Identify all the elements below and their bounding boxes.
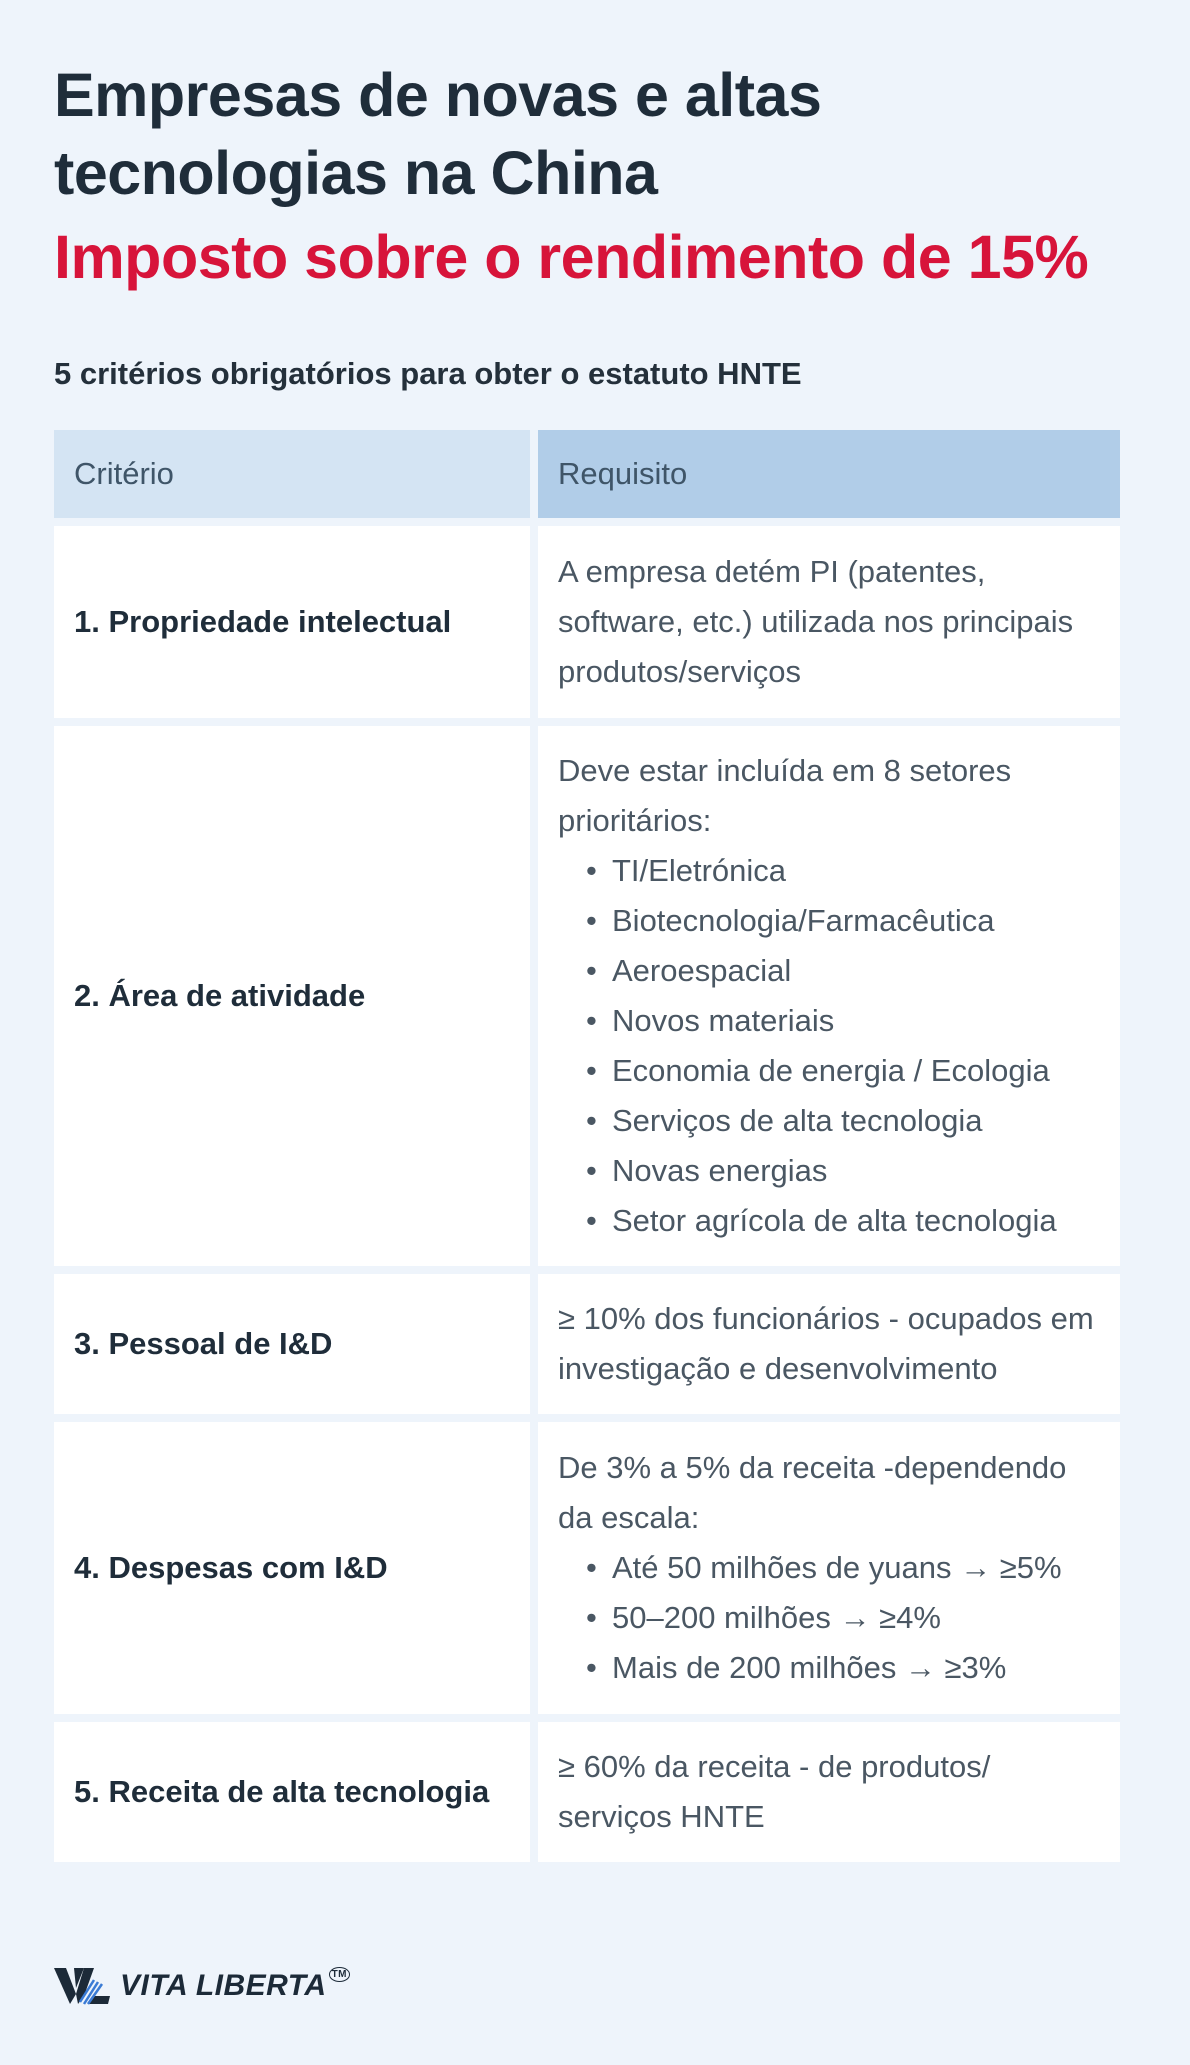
table-row xyxy=(54,1722,1120,1862)
criterion-cell: 3. Pessoal de I&D xyxy=(54,1274,530,1414)
criterion-cell: 1. Propriedade intelectual xyxy=(54,526,530,718)
sector-list xyxy=(558,846,1100,1246)
list-item: • Economia de energia / Ecologia xyxy=(592,1046,1100,1096)
page-title: Empresas de novas e altas tecnologias na China xyxy=(54,61,822,207)
list-item: • Serviços de alta tecnologia xyxy=(592,1096,1100,1146)
requirement-cell: A empresa detém PI (patentes, software, etc.) utilizada nos principais produtos/serviços xyxy=(538,526,1120,718)
criterion-cell: 2. Área de atividade xyxy=(54,726,530,1266)
criterion-cell: 4. Despesas com I&D xyxy=(54,1422,530,1714)
requirement-cell: ≥ 60% da receita - de produtos/ serviços HNTE xyxy=(538,1722,1120,1862)
list-item: • TI/Eletrónica xyxy=(592,846,1100,896)
list-item: • 50–200 milhões → ≥4% xyxy=(592,1593,1100,1643)
list-item: • Biotecnologia/Farmacêutica xyxy=(592,896,1100,946)
table-caption: 5 critérios obrigatórios para obter o estatuto HNTE xyxy=(54,356,802,391)
requirement-cell xyxy=(538,726,1120,1266)
trademark-mark: TM xyxy=(329,1967,350,1982)
table-row xyxy=(54,726,1120,1266)
content xyxy=(54,56,1136,1870)
requirement-cell: ≥ 10% dos funcionários - ocupados em investigação e desenvolvimento xyxy=(538,1274,1120,1414)
table-row xyxy=(54,1274,1120,1414)
tax-highlight: Imposto sobre o rendimento de 15% xyxy=(54,223,1089,291)
list-item: • Setor agrícola de alta tecnologia xyxy=(592,1196,1100,1246)
table-row xyxy=(54,1422,1120,1714)
list-item: • Aeroespacial xyxy=(592,946,1100,996)
list-item: • Novas energias xyxy=(592,1146,1100,1196)
column-header-criterion: Critério xyxy=(54,430,530,518)
requirement-cell xyxy=(538,1422,1120,1714)
criterion-cell: 5. Receita de alta tecnologia xyxy=(54,1722,530,1862)
list-item: • Mais de 200 milhões → ≥3% xyxy=(592,1643,1100,1693)
requirement-text: Deve estar incluída em 8 setores prioritários: xyxy=(558,753,1012,838)
threshold-list xyxy=(558,1543,1100,1693)
list-item: • Novos materiais xyxy=(592,996,1100,1046)
vl-logo-icon xyxy=(54,1966,110,2006)
column-header-requirement: Requisito xyxy=(538,430,1120,518)
requirement-text: De 3% a 5% da receita -dependendo da escala: xyxy=(558,1450,1067,1535)
table-row xyxy=(54,526,1120,718)
brand-name: VITA LIBERTA ™ xyxy=(120,1969,350,2003)
brand-logo xyxy=(54,1966,350,2006)
list-item: • Até 50 milhões de yuans → ≥5% xyxy=(592,1543,1100,1593)
criteria-table xyxy=(46,422,1128,1870)
table-header-row xyxy=(54,430,1120,518)
